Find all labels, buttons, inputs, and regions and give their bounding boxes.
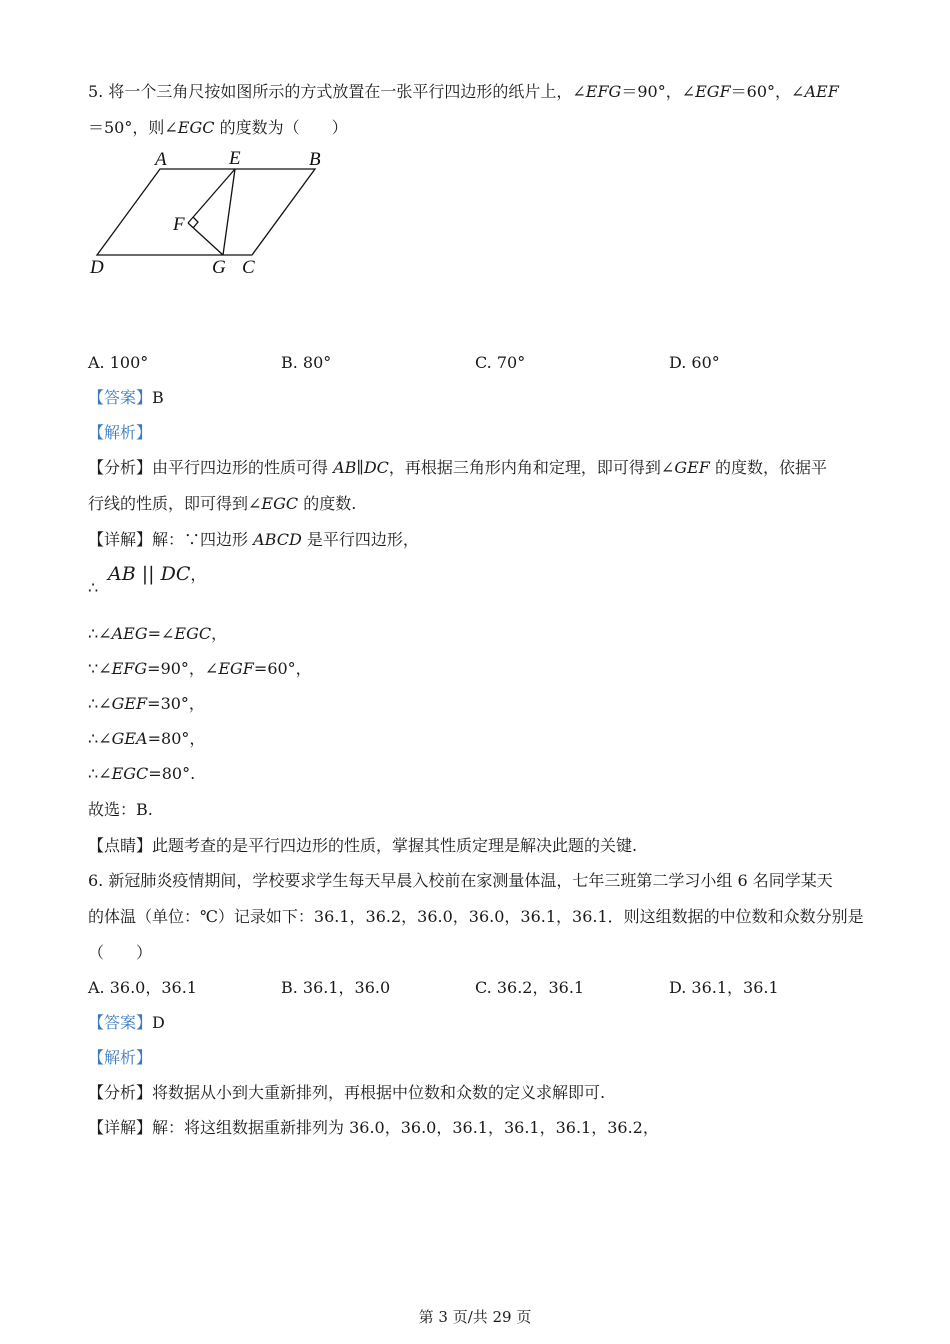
q5-option-d: D. 60° bbox=[669, 353, 720, 372]
fenxi-text: 由平行四边形的性质可得 bbox=[152, 458, 334, 477]
label-g: G bbox=[212, 257, 226, 278]
step-2 bbox=[88, 659, 312, 679]
q6-option-a: A. 36.0，36.1 bbox=[88, 978, 197, 997]
q6-xiangjie bbox=[88, 1118, 659, 1138]
q5-stem-text: ＝60°，∠ bbox=[730, 82, 805, 101]
because-symbol: ∵ bbox=[88, 659, 99, 678]
angle-efg: EFG bbox=[111, 659, 148, 678]
fenxi-tag: 【分析】 bbox=[88, 1083, 153, 1102]
angle-aef: AEF bbox=[804, 82, 839, 101]
q5-stem-text: 的度数为（ ） bbox=[214, 118, 348, 137]
seg-ab: AB bbox=[108, 563, 136, 585]
q5-fenxi-line1 bbox=[88, 458, 827, 478]
xiangjie-tag: 【详解】 bbox=[88, 1118, 153, 1137]
segment-eg bbox=[223, 169, 235, 255]
step-text: =30°， bbox=[147, 694, 205, 713]
q6-fenxi bbox=[88, 1083, 605, 1103]
q6-option-b: B. 36.1，36.0 bbox=[281, 978, 391, 997]
angle-symbol: ∠ bbox=[98, 729, 112, 748]
comma: ， bbox=[211, 624, 228, 643]
seg-dc: DC bbox=[160, 563, 191, 585]
step-5 bbox=[88, 764, 195, 784]
step-1 bbox=[88, 624, 227, 644]
fenxi-text: 将数据从小到大重新排列，再根据中位数和众数的定义求解即可. bbox=[152, 1083, 606, 1102]
right-angle-mark bbox=[193, 217, 198, 228]
angle-egc: EGC bbox=[177, 118, 215, 137]
angle-egc: EGC bbox=[174, 624, 212, 643]
q5-stem-text: ＝90°，∠ bbox=[621, 82, 696, 101]
angle-gea: GEA bbox=[111, 729, 148, 748]
page-footer: 第 3 页/共 29 页 bbox=[418, 1308, 532, 1326]
dianjing-tag: 【点睛】 bbox=[88, 836, 153, 855]
step-4 bbox=[88, 729, 205, 749]
label-f: F bbox=[173, 214, 185, 235]
xiangjie-text: 解：∵四边形 bbox=[152, 530, 254, 549]
parallel-symbol: ∥ bbox=[356, 458, 364, 477]
label-e: E bbox=[229, 148, 241, 169]
answer-value: D bbox=[152, 1013, 165, 1032]
angle-egc: EGC bbox=[111, 764, 149, 783]
answer-tag: 【答案】 bbox=[88, 1013, 153, 1032]
q5-option-a: A. 100° bbox=[88, 353, 149, 372]
q5-fenxi-line2 bbox=[88, 494, 356, 514]
q6-stem-line3: （ ） bbox=[88, 943, 153, 962]
angle-symbol: ∠ bbox=[98, 624, 112, 643]
answer-tag: 【答案】 bbox=[88, 388, 153, 407]
parallelogram-abcd bbox=[97, 169, 315, 255]
math-ab-parallel-dc bbox=[108, 562, 206, 585]
fenxi-text: 行线的性质，即可得到∠ bbox=[88, 494, 262, 513]
fenxi-text: 的度数，依据平 bbox=[709, 458, 827, 477]
therefore-symbol: ∴ bbox=[88, 764, 99, 783]
angle-gef: GEF bbox=[674, 458, 710, 477]
q5-answer bbox=[88, 388, 164, 408]
parallel-symbol: || bbox=[141, 563, 155, 585]
answer-value: B bbox=[152, 388, 164, 407]
q6-stem-line2: 的体温（单位：℃）记录如下：36.1，36.2，36.0，36.0，36.1，36.1．则这组数据的中位数和众数分别是 bbox=[88, 907, 864, 926]
seg-ab: AB bbox=[333, 458, 357, 477]
xiangjie-text: 解：将这组数据重新排列为 36.0，36.0，36.1，36.1，36.1，36.2， bbox=[152, 1118, 659, 1137]
q5-stem-line2 bbox=[88, 118, 348, 138]
xiangjie-tag: 【详解】 bbox=[88, 530, 153, 549]
angle-aeg: AEG bbox=[111, 624, 148, 643]
q5-dianjing bbox=[88, 836, 637, 856]
parallelogram-figure bbox=[82, 148, 352, 288]
q6-option-d: D. 36.1，36.1 bbox=[669, 978, 779, 997]
angle-egf: EGF bbox=[218, 659, 254, 678]
angle-gef: GEF bbox=[111, 694, 148, 713]
q6-analysis-tag: 【解析】 bbox=[88, 1048, 153, 1067]
angle-symbol: ∠ bbox=[98, 694, 112, 713]
fenxi-text: 的度数. bbox=[298, 494, 357, 513]
therefore-symbol: ∴ bbox=[88, 624, 99, 643]
label-d: D bbox=[90, 257, 104, 278]
step-text: =90°，∠ bbox=[147, 659, 219, 678]
seg-dc: DC bbox=[363, 458, 389, 477]
angle-egf: EGF bbox=[695, 82, 731, 101]
fenxi-text: ，再根据三角形内角和定理，即可得到∠ bbox=[388, 458, 675, 477]
q5-analysis-tag: 【解析】 bbox=[88, 423, 153, 442]
therefore-symbol: ∴ bbox=[88, 578, 99, 597]
q6-stem-line1: 6. 新冠肺炎疫情期间，学校要求学生每天早晨入校前在家测量体温，七年三班第二学习小组 6 名同学某天 bbox=[88, 871, 833, 890]
label-c: C bbox=[242, 257, 255, 278]
angle-symbol: ∠ bbox=[98, 764, 112, 783]
label-a: A bbox=[155, 149, 167, 170]
q6-option-c: C. 36.2，36.1 bbox=[475, 978, 585, 997]
q5-stem-line1 bbox=[88, 82, 839, 102]
step-text: =80°. bbox=[148, 764, 196, 783]
q5-conclusion: 故选：B. bbox=[88, 800, 153, 819]
angle-efg: EFG bbox=[585, 82, 622, 101]
q6-answer bbox=[88, 1013, 165, 1033]
q5-stem-text: ＝50°，则∠ bbox=[88, 118, 178, 137]
q5-option-b: B. 80° bbox=[281, 353, 332, 372]
quad-abcd: ABCD bbox=[253, 530, 302, 549]
xiangjie-text: 是平行四边形， bbox=[301, 530, 419, 549]
angle-symbol: ∠ bbox=[98, 659, 112, 678]
q5-xiangjie bbox=[88, 530, 419, 550]
step-3 bbox=[88, 694, 205, 714]
dianjing-text: 此题考查的是平行四边形的性质，掌握其性质定理是解决此题的关键. bbox=[152, 836, 638, 855]
q5-option-c: C. 70° bbox=[475, 353, 526, 372]
step-text: =60°， bbox=[253, 659, 312, 678]
equals-angle: =∠ bbox=[147, 624, 175, 643]
comma: ， bbox=[190, 565, 207, 584]
q5-stem-text: 5. 将一个三角尺按如图所示的方式放置在一张平行四边形的纸片上，∠ bbox=[88, 82, 586, 101]
angle-egc: EGC bbox=[261, 494, 299, 513]
therefore-symbol: ∴ bbox=[88, 694, 99, 713]
step-text: =80°， bbox=[147, 729, 206, 748]
fenxi-tag: 【分析】 bbox=[88, 458, 153, 477]
label-b: B bbox=[309, 149, 321, 170]
therefore-symbol: ∴ bbox=[88, 729, 99, 748]
